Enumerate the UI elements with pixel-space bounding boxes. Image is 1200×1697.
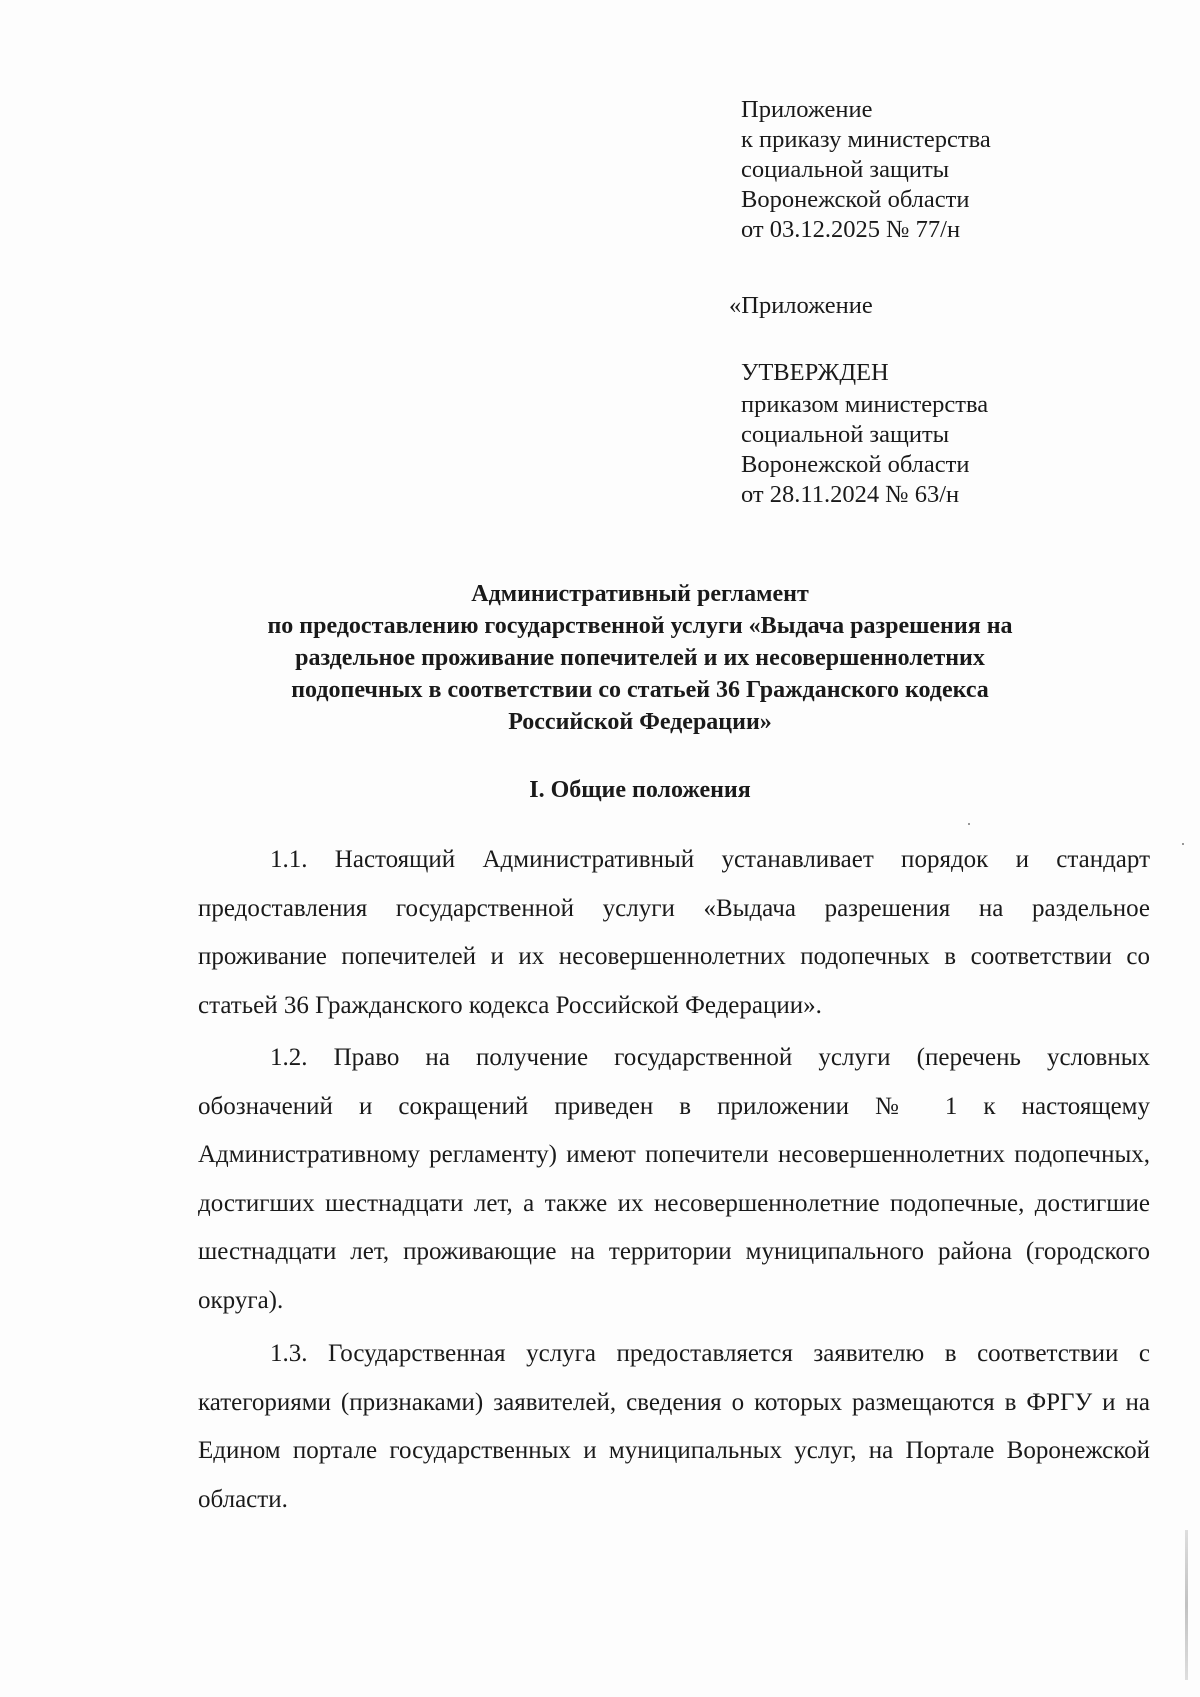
appendix-line: Воронежской области [741,186,970,213]
scan-speck [968,823,970,825]
title-line: Российской Федерации» [508,709,772,735]
approval-stamp-text [741,358,988,510]
appendix-order-number: от 03.12.2025 № 77/н [741,216,961,243]
paragraph-text: 1.2. Право на получение государственной услуги (перечень условных обозначений и сокращений приведен в приложении № 1 к настоящему Административному регламенту) имеют попечители несовершеннолетних подопечных, достигших шестнадцати лет, а также их несовершеннолетние подопечные, достигшие шестнадцати лет, проживающие на территории муниципального района (городского округа). [198,1044,1150,1314]
approved-order-number: от 28.11.2024 № 63/н [741,481,960,508]
title-line: Административный регламент [471,581,809,607]
approved-heading: УТВЕРЖДЕН [741,359,889,386]
appendix-line: социальной защиты [741,156,950,183]
paragraph-text: 1.3. Государственная услуга предоставляется заявителю в соответствии с категориями (признаками) заявителей, сведения о которых размещаются в ФРГУ и на Едином портале государственных и муниципальных услуг, на Портале Воронежской области. [198,1340,1150,1513]
scan-edge-artifact [1185,1530,1188,1680]
appendix-line: Приложение [741,96,873,123]
approved-line: приказом министерства [741,391,989,418]
title-line: по предоставлению государственной услуги «Выдача разрешения на [267,613,1013,639]
section-heading: I. Общие положения [529,777,751,803]
appendix-header [741,95,991,245]
approved-line: социальной защиты [741,421,950,448]
title-line: подопечных в соответствии со статьей 36 Гражданского кодекса [291,677,989,703]
paragraph-1-3 [198,1330,1150,1524]
title-line: раздельное проживание попечителей и их несовершеннолетних [295,645,985,671]
appendix-quote: «Приложение [729,292,873,319]
appendix-line: к приказу министерства [741,126,991,153]
paragraph-1-1 [198,836,1150,1030]
paragraph-1-2 [198,1034,1150,1325]
scan-speck [1182,843,1184,845]
paragraph-text: 1.1. Настоящий Административный устанавливает порядок и стандарт предоставления государственной услуги «Выдача разрешения на раздельное проживание попечителей и их несовершеннолетних подопечных в соответствии со статьей 36 Гражданского кодекса Российской Федерации». [198,846,1150,1019]
approved-line: Воронежской области [741,451,970,478]
document-title [180,578,1100,738]
